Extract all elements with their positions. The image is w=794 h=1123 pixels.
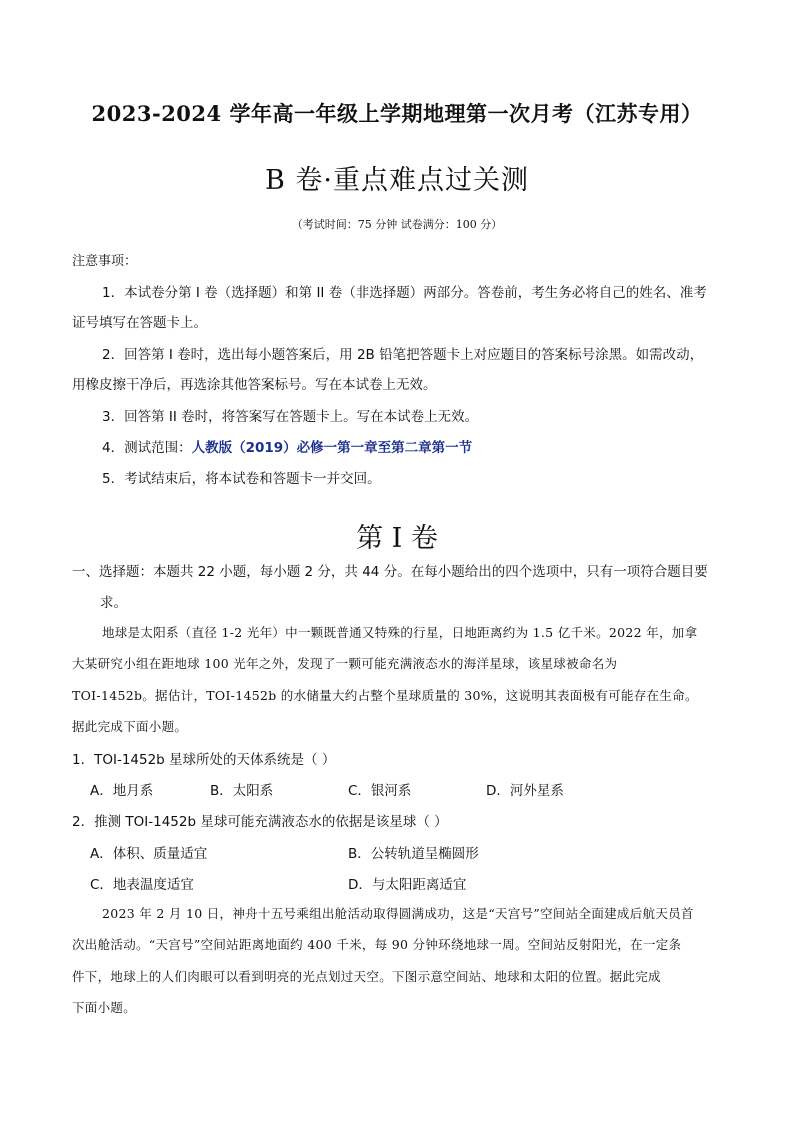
question-2-option-a: A．体积、质量适宜 xyxy=(90,846,208,862)
exam-title: 2023-2024 学年高一年级上学期地理第一次月考（江苏专用） xyxy=(91,101,703,126)
passage2-line3: 件下，地球上的人们肉眼可以看到明亮的光点划过天空。下图示意空间站、地球和太阳的位置。据此完成 xyxy=(72,969,661,984)
passage2-line4: 下面小题。 xyxy=(72,1000,137,1015)
notice-heading: 注意事项： xyxy=(72,254,138,269)
question-2-option-d: D．与太阳距离适宜 xyxy=(348,877,467,893)
question-2-option-c: C．地表温度适宜 xyxy=(90,877,194,893)
exam-subtitle: B 卷·重点难点过关测 xyxy=(264,165,529,196)
notice-item-2-line2: 用橡皮擦干净后，再选涂其他答案标号。写在本试卷上无效。 xyxy=(72,377,437,393)
passage1-line3: TOI-1452b。据估计，TOI-1452b 的水储量大约占整个星球质量的 30%，这说明其表面极有可能存在生命。 xyxy=(72,688,698,703)
section-heading-line2: 求。 xyxy=(100,595,127,611)
question-1-option-b: B．太阳系 xyxy=(210,783,274,799)
volume-title: 第 I 卷 xyxy=(356,523,438,554)
question-1-option-a: A．地月系 xyxy=(90,783,154,799)
notice-item-1-line1: 1．本试卷分第 I 卷（选择题）和第 II 卷（非选择题）两部分。答卷前，考生务必将自己的姓名、准考 xyxy=(102,285,707,301)
passage1-line2: 大某研究小组在距地球 100 光年之外，发现了一颗可能充满液态水的海洋星球，该星球被命名为 xyxy=(72,656,618,671)
notice-item-4-prefix: 4．测试范围： xyxy=(102,440,192,456)
question-1-stem: 1．TOI-1452b 星球所处的天体系统是（ ） xyxy=(72,752,336,768)
test-scope-highlight: 人教版（2019）必修一第一章至第二章第一节 xyxy=(191,440,473,456)
question-1-option-c: C．银河系 xyxy=(348,783,412,799)
section-heading-line1: 一、选择题：本题共 22 小题，每小题 2 分，共 44 分。在每小题给出的四个选项中，只有一项符合题目要 xyxy=(72,564,708,580)
notice-item-1-line2: 证号填写在答题卡上。 xyxy=(72,315,207,331)
passage1-line4: 据此完成下面小题。 xyxy=(72,719,188,734)
notice-item-3: 3．回答第 II 卷时，将答案写在答题卡上。写在本试卷上无效。 xyxy=(102,409,479,425)
passage2-line1: 2023 年 2 月 10 日，神舟十五号乘组出舱活动取得圆满成功，这是“天宫号”空间站全面建成后航天员首 xyxy=(102,906,694,921)
notice-item-4 xyxy=(102,436,472,456)
notice-item-5: 5．考试结束后，将本试卷和答题卡一并交回。 xyxy=(102,471,381,487)
question-2-option-b: B．公转轨道呈椭圆形 xyxy=(348,846,479,862)
question-1-option-d: D．河外星系 xyxy=(486,783,564,799)
notice-item-2-line1: 2．回答第 I 卷时，选出每小题答案后，用 2B 铅笔把答题卡上对应题目的答案标号涂黑。如需改动， xyxy=(102,347,704,363)
passage2-line2: 次出舱活动。“天宫号”空间站距离地面约 400 千米，每 90 分钟环绕地球一周。空间站反射阳光，在一定条 xyxy=(72,937,682,952)
question-2-stem: 2．推测 TOI-1452b 星球可能充满液态水的依据是该星球（ ） xyxy=(72,814,448,830)
passage1-line1: 地球是太阳系（直径 1-2 光年）中一颗既普通又特殊的行星，日地距离约为 1.5 亿千米。2022 年，加拿 xyxy=(102,625,698,640)
exam-meta: （考试时间：75 分钟 试卷满分：100 分） xyxy=(291,218,503,231)
